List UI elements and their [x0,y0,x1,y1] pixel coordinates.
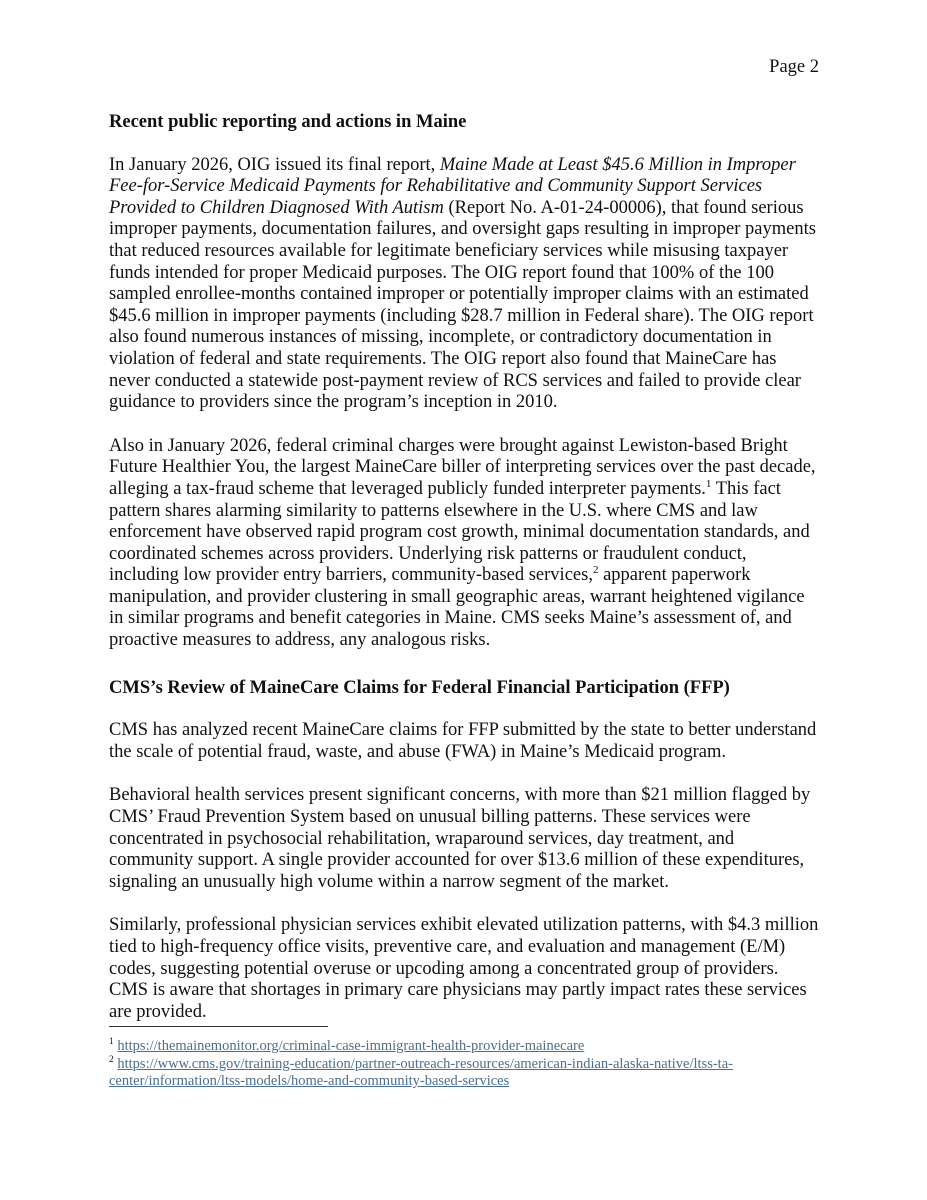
footnotes [109,1038,821,1091]
oig-report-title: Maine Made at Least $45.6 Million in Improper Fee-for-Service Medicaid Payments for Rehabilitative and Community Support Services Provided to Children Diagnosed With Autism [109,154,796,218]
footnote-2 [109,1056,821,1091]
footnote-marker-1: 1 [109,1037,114,1048]
oig-report-text: (Report No. A-01-24-00006), that found serious improper payments, documentation failures, and oversight gaps resulting in improper payments that reduced resources available for legitimate beneficiary services while misusing taxpayer funds intended for proper Medicaid purposes. The OIG report found that 100% of the 100 sampled enrollee-months contained improper or potentially improper claims with an estimated $45.6 million in improper payments (including $28.7 million in Federal share). The OIG report also found numerous instances of missing, incomplete, or contradictory documentation in violation of federal and state requirements. The OIG report also found that MaineCare has never conducted a statewide post-payment review of RCS services and failed to provide clear guidance to providers since the program’s inception in 2010. [109,197,816,413]
footnote-marker-2: 2 [109,1054,114,1065]
section-heading-recent-reporting: Recent public reporting and actions in Maine [109,112,467,132]
charges-text-part-2: This fact pattern shares alarming similarity to patterns elsewhere in the U.S. where CMS and law enforcement have observed rapid program cost growth, minimal documentation standards, and coordinated schemes across providers. Underlying risk patterns or fraudulent conduct, including low provider entry barriers, community-based services, [109,478,810,586]
footnote-ref-2[interactable]: 2 [592,564,599,577]
spacer [109,699,821,720]
paragraph-cms-analysis: CMS has analyzed recent MaineCare claims for FFP submitted by the state to better understand the scale of potential fraud, waste, and abuse (FWA) in Maine’s Medicaid program. [109,720,817,762]
page-number: Page 2 [769,57,819,77]
spacer [109,652,821,674]
spacer [109,134,821,155]
paragraph-criminal-charges [109,436,821,652]
spacer [109,893,821,915]
oig-lead-text: In January 2026, OIG issued its final report, [109,154,440,175]
paragraph-oig-report [109,155,821,414]
spacer [109,414,821,436]
charges-text-part-3: apparent paperwork manipulation, and provider clustering in small geographic areas, warrant heightened vigilance in similar programs and benefit categories in Maine. CMS seeks Maine’s assessment of, and proactive measures to address, any analogous risks. [109,565,805,651]
footnote-divider [109,1026,328,1027]
page-body [109,108,821,1023]
paragraph-physician-services: Similarly, professional physician services exhibit elevated utilization patterns, with $4.3 million tied to high-frequency office visits, preventive care, and evaluation and management (E/M) codes, suggesting potential overuse or upcoding among a concentrated group of providers. CMS is aware that shortages in primary care physicians may partly impact rates these services are provided. [109,915,819,1022]
paragraph-behavioral-health: Behavioral health services present significant concerns, with more than $21 million flagged by CMS’ Fraud Prevention System based on unusual billing patterns. These services were concentrated in psychosocial rehabilitation, wraparound services, day treatment, and community support. A single provider accounted for over $13.6 million of these expenditures, signaling an unusually high volume within a narrow segment of the market. [109,785,811,892]
footnote-ref-1[interactable]: 1 [705,477,712,490]
spacer [109,763,821,785]
charges-text-part-1: Also in January 2026, federal criminal charges were brought against Lewiston-based Bright Future Healthier You, the largest MaineCare biller of interpreting services over the past decade, alleging a tax-fraud scheme that leveraged publicly funded interpreter payments. [109,435,816,499]
section-heading-cms-review: CMS’s Review of MaineCare Claims for Federal Financial Participation (FFP) [109,677,730,698]
footnote-link-2[interactable]: https://www.cms.gov/training-education/partner-outreach-resources/american-indian-alaska-native/ltss-ta-center/information/ltss-models/home-and-community-based-services [109,1055,733,1089]
footnote-link-1[interactable]: https://themainemonitor.org/criminal-case-immigrant-health-provider-mainecare [117,1038,585,1054]
footnote-1 [109,1038,821,1056]
